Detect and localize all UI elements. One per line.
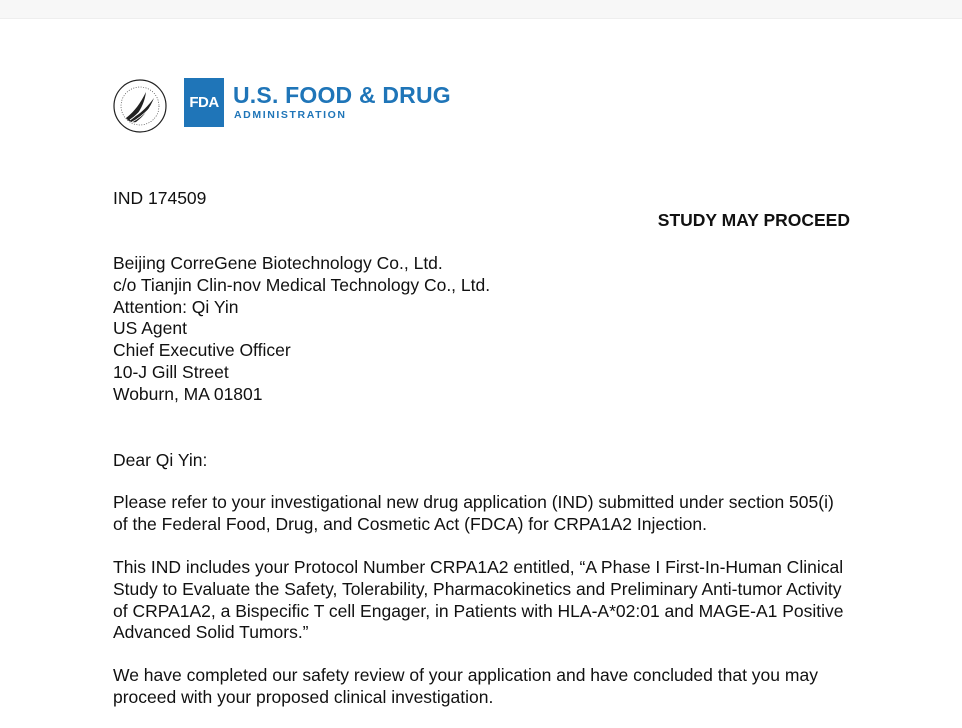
address-line: Chief Executive Officer: [113, 340, 291, 361]
agency-subtitle: ADMINISTRATION: [234, 109, 347, 121]
agency-name: U.S. FOOD & DRUG: [233, 82, 451, 108]
viewer-top-bar: [0, 0, 962, 19]
fda-logo-box: FDA: [184, 78, 224, 127]
salutation: Dear Qi Yin:: [113, 450, 208, 470]
hhs-seal-icon: [112, 78, 168, 134]
paragraph: We have completed our safety review of your application and have concluded that you may proceed with your proposed clinical investigation.: [113, 665, 818, 707]
address-line: c/o Tianjin Clin-nov Medical Technology Co., Ltd.: [113, 274, 491, 295]
address-line: Beijing CorreGene Biotechnology Co., Ltd.: [113, 253, 443, 273]
status-heading: STUDY MAY PROCEED: [657, 210, 850, 230]
ind-number: IND 174509: [113, 188, 207, 208]
address-line: Attention: Qi Yin: [113, 296, 239, 317]
address-line: Woburn, MA 01801: [113, 383, 263, 404]
paragraph: This IND includes your Protocol Number CRPA1A2 entitled, “A Phase I First-In-Human Clinical Study to Evaluate the Safety, Tolerability, Pharmacokinetics and Preliminary Anti-tumor Activity of CRPA1A2, a Bispecific T cell Engager, in Patients with HLA-A*02:01 and MAGE-A1 Positive Advanced Solid Tumors.”: [113, 557, 844, 643]
address-line: 10-J Gill Street: [113, 361, 229, 382]
address-line: US Agent: [113, 318, 187, 339]
recipient-address: [113, 253, 490, 406]
paragraph: Please refer to your investigational new drug application (IND) submitted under section 505(i) of the Federal Food, Drug, and Cosmetic Act (FDCA) for CRPA1A2 Injection.: [113, 492, 834, 534]
